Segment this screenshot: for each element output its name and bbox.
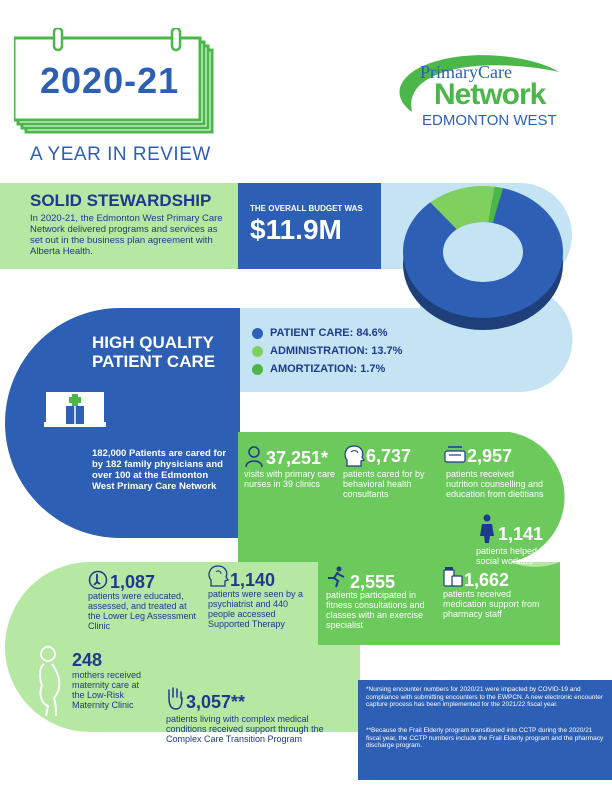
legend-dot-icon xyxy=(252,364,263,375)
pregnant-mother-icon xyxy=(34,646,68,716)
complex-stat-label: patients living with complex medical conditions received support through the Complex Care Transition Program xyxy=(166,714,324,744)
nurse-icon xyxy=(244,446,264,468)
pharmacy-icon xyxy=(443,566,463,588)
psychiatrist-stat-label: patients were seen by a psychiatrist and 440 people accessed Supported Therapy xyxy=(208,589,304,629)
dietitian-stat-value: 2,957 xyxy=(467,446,513,466)
donut-hole xyxy=(443,222,523,282)
quality-title: HIGH QUALITY PATIENT CARE xyxy=(92,333,216,371)
hand-icon xyxy=(166,686,184,710)
head-psychiatry-icon xyxy=(207,564,229,588)
maternity-stat-value: 248 xyxy=(72,650,103,670)
dietitian-stat-label: patients received nutrition counselling and education from dietitians xyxy=(446,469,544,499)
social-stat-value: 1,141 xyxy=(498,524,544,544)
footnote-nursing: *Nursing encounter numbers for 2020/21 were impacted by COVID-19 and compliance with submitting encounters to the EWPCN. A new electronic encounter capture process has been implemented for the 2021/22 fiscal year. xyxy=(366,686,604,708)
complex-stat-value: 3,057** xyxy=(186,692,246,712)
social-worker-icon xyxy=(476,514,498,544)
clinic-building-icon xyxy=(44,388,106,428)
logo-region: EDMONTON WEST xyxy=(422,112,557,129)
nurse-stat-value: 37,251* xyxy=(266,448,329,468)
pharmacy-stat-value: 1,662 xyxy=(464,570,510,590)
legend-dot-icon xyxy=(252,328,263,339)
leg-stat-label: patients were educated, assessed, and treated at the Lower Leg Assessment Clinic xyxy=(88,591,197,631)
stewardship-body: In 2020-21, the Edmonton West Primary Care Network delivered programs and services as set out in the business plan agreement with Alberta Health. xyxy=(30,213,223,257)
fitness-stat-label: patients participated in fitness consultations and classes with an exercise specialist xyxy=(326,590,425,630)
fitness-stat-value: 2,555 xyxy=(350,572,396,592)
logo-text-primarycare: PrimaryCare xyxy=(420,62,512,82)
leg-icon xyxy=(88,570,108,590)
behavioral-stat-label: patients cared for by behavioral health consultants xyxy=(343,469,425,499)
nurse-stat-label: visits with primary care nurses in 39 clinics xyxy=(244,469,336,489)
logo-text-network: Network xyxy=(434,78,546,111)
year-in-review-subtitle: A YEAR IN REVIEW xyxy=(30,144,211,165)
social-stat-label: patients helped by social workers xyxy=(476,546,550,566)
budget-value: $11.9M xyxy=(250,214,342,245)
scale-icon xyxy=(444,446,466,464)
head-brain-icon xyxy=(343,444,365,468)
maternity-stat-label: mothers received maternity care at the Low-Risk Maternity Clinic xyxy=(72,670,142,710)
psychiatrist-stat-value: 1,140 xyxy=(230,570,276,590)
patients-cared-text: 182,000 Patients are cared for by 182 family physicians and over 100 at the Edmonton West Primary Care Network xyxy=(92,448,227,492)
behavioral-stat-value: 6,737 xyxy=(366,446,412,466)
budget-label: THE OVERALL BUDGET WAS xyxy=(250,204,363,213)
stewardship-title: SOLID STEWARDSHIP xyxy=(30,191,212,210)
year-title: 2020-21 xyxy=(40,60,180,101)
legend-dot-icon xyxy=(252,346,263,357)
footnote-cctp: **Because the Frail Elderly program transitioned into CCTP during the 2020/21 fiscal year, the CCTP numbers include the Frail Elderly program and the pharmacy discharge program. xyxy=(366,727,604,749)
exercise-icon xyxy=(324,566,348,588)
leg-stat-value: 1,087 xyxy=(110,572,156,592)
budget-donut-chart xyxy=(398,180,568,340)
pharmacy-stat-label: patients received medication support from pharmacy staff xyxy=(443,589,540,619)
